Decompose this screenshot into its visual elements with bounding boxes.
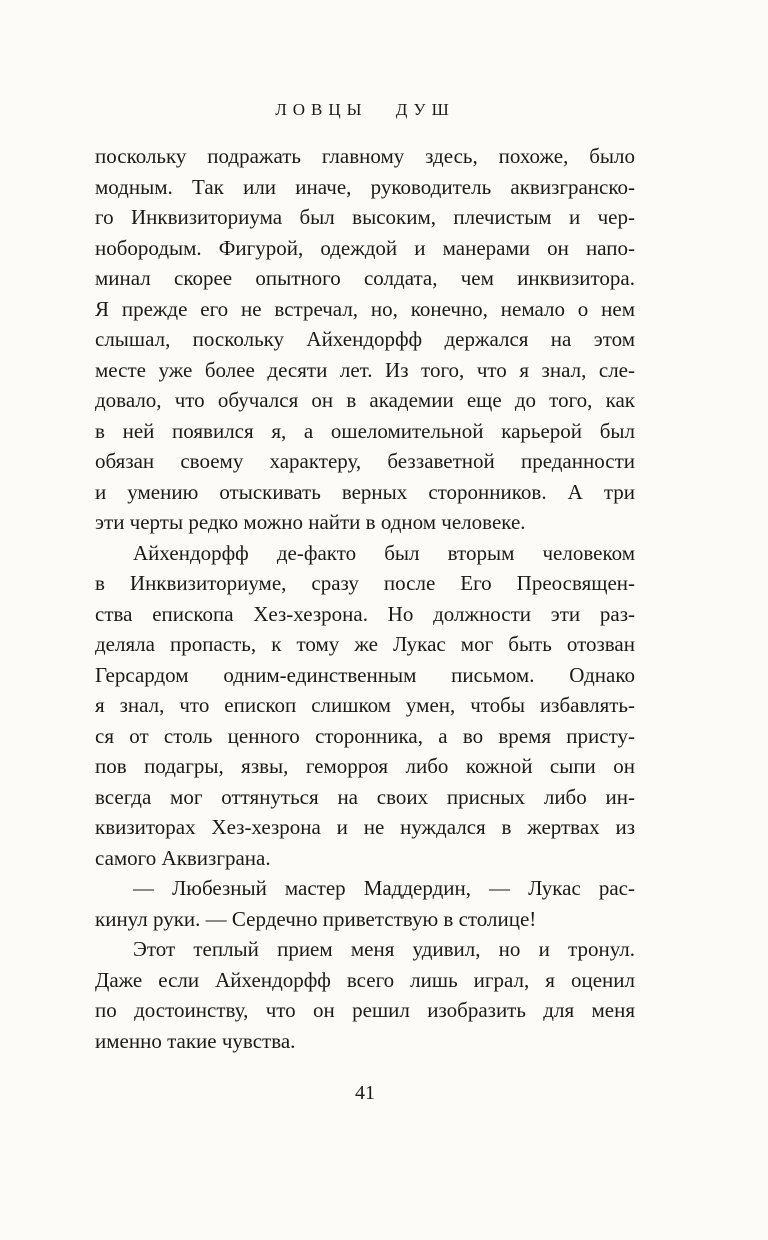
text-line: ства епископа Хез-хезрона. Но должности эти раз- [95,601,635,626]
text-line: кинул руки. — Сердечно приветствую в столице! [95,906,537,931]
paragraph [95,873,635,934]
text-line: в Инквизиториуме, сразу после Его Преосвящен- [95,571,635,595]
page-number: 41 [355,1082,375,1104]
text-line: самого Аквизграна. [95,845,271,870]
text-line: минал скорее опытного солдата, чем инквизитора. [95,266,635,290]
text-line: деляла пропасть, к тому же Лукас мог быть отозван [95,632,635,656]
text-line: Герсардом одним-единственным письмом. Однако [95,662,635,687]
text-line: нобородым. Фигурой, одеждой и манерами он напо- [95,235,635,260]
text-line: — Любезный мастер Маддердин, — Лукас рас- [133,876,635,900]
text-line: Айхендорфф де-факто был вторым человеком [133,540,635,565]
text-line: обязан своему характеру, беззаветной преданности [95,449,635,473]
text-line: по достоинству, что он решил изобразить для меня [95,998,635,1022]
text-line: модным. Так или иначе, руководитель аквизгранско- [95,174,635,199]
text-line: именно такие чувства. [95,1028,296,1053]
text-line: ся от столь ценного сторонника, а во время присту- [95,723,635,748]
text-line: пов подагры, язвы, геморроя либо кожной сыпи он [95,754,635,778]
text-body [95,141,635,1056]
text-line: и умению отыскивать верных сторонников. А три [95,479,635,504]
paragraph [95,538,635,874]
running-head: ЛОВЦЫ ДУШ [275,100,455,119]
text-line: Я прежде его не встречал, но, конечно, немало о нем [95,296,635,321]
text-line: эти черты редко можно найти в одном человеке. [95,510,526,534]
paragraph [95,141,635,538]
text-line: довало, что обучался он в академии еще до того, как [95,388,635,412]
text-line: Даже если Айхендорфф всего лишь играл, я оценил [95,967,635,992]
text-line: в ней появился я, а ошеломительной карьерой был [95,418,635,443]
text-line: Этот теплый прием меня удивил, но и тронул. [133,937,635,961]
text-line: месте уже более десяти лет. Из того, что я знал, сле- [95,357,635,382]
text-line: квизиторах Хез-хезрона и не нуждался в жертвах из [95,815,635,839]
text-line: всегда мог оттянуться на своих присных либо ин- [95,784,635,809]
text-line: поскольку подражать главному здесь, похоже, было [95,144,635,168]
text-line: слышал, поскольку Айхендорфф держался на этом [95,327,635,351]
text-line: го Инквизиториума был высоким, плечистым и чер- [95,205,635,229]
paragraph [95,934,635,1056]
text-line: я знал, что епископ слишком умен, чтобы избавлять- [95,693,635,717]
